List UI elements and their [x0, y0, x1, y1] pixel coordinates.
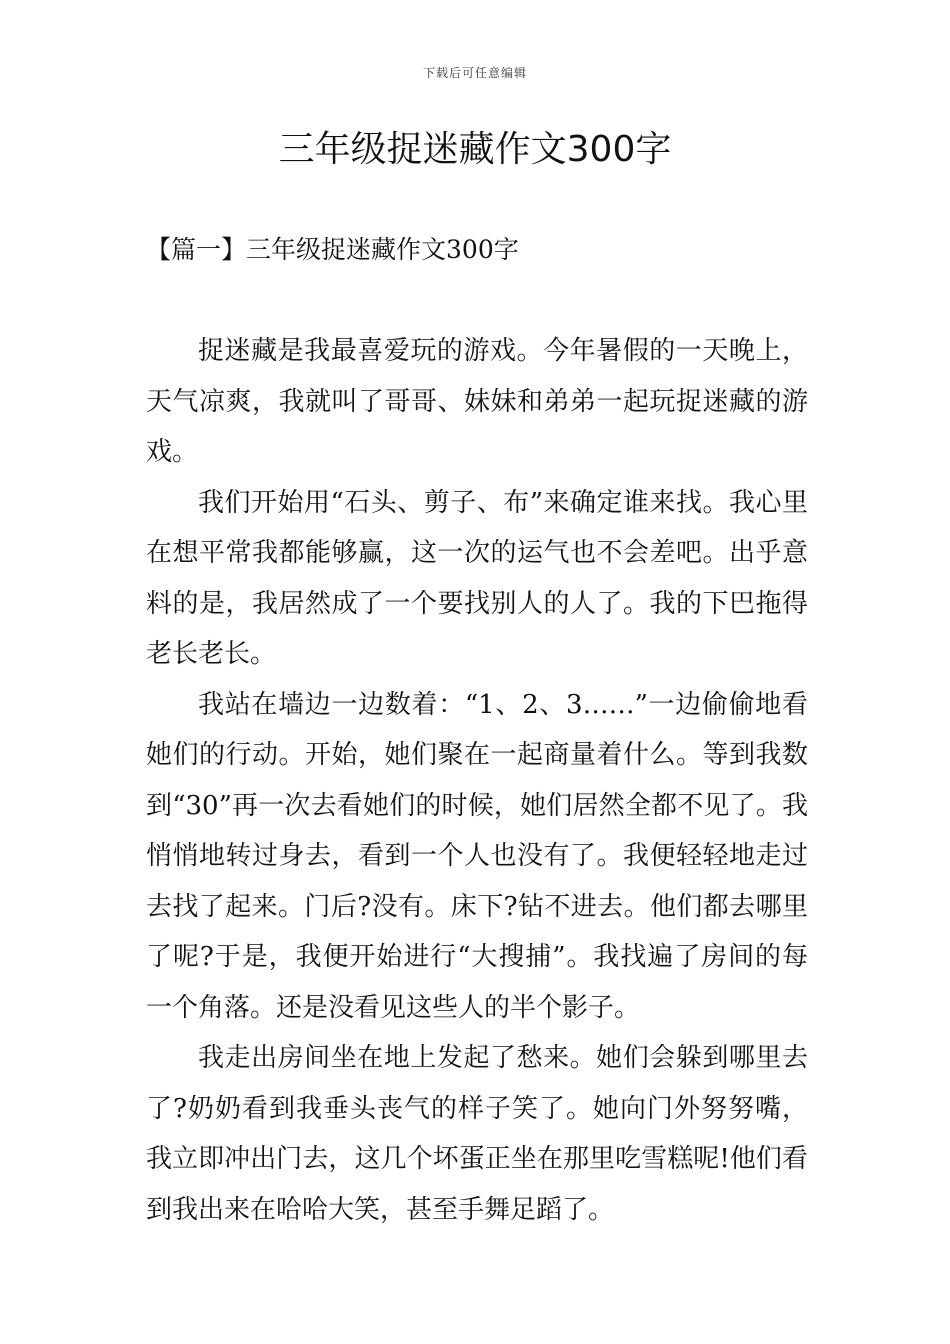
document-title: 三年级捉迷藏作文300字 — [278, 129, 672, 170]
paragraph-1: 捉迷藏是我最喜爱玩的游戏。今年暑假的一天晚上，天气凉爽，我就叫了哥哥、妹妹和弟弟一起玩捉迷藏的游戏。 — [146, 336, 808, 467]
paragraph-3: 我站在墙边一边数着：“1、2、3……”一边偷偷地看她们的行动。开始，她们聚在一起商量着什么。等到我数到“30”再一次去看她们的时候，她们居然全都不见了。我悄悄地转过身去，看到一个人也没有了。我便轻轻地走过去找了起来。门后?没有。床下?钻不进去。他们都去哪里了呢?于是，我便开始进行“大搜捕”。我找遍了房间的每一个角落。还是没看见这些人的半个影子。 — [146, 689, 808, 1023]
paragraph-2: 我们开始用“石头、剪子、布”来确定谁来找。我心里在想平常我都能够赢，这一次的运气也不会差吧。出乎意料的是，我居然成了一个要找别人的人了。我的下巴拖得老长老长。 — [146, 487, 808, 669]
essay-body — [146, 326, 808, 1235]
paragraph-4: 我走出房间坐在地上发起了愁来。她们会躲到哪里去了?奶奶看到我垂头丧气的样子笑了。她向门外努努嘴，我立即冲出门去，这几个坏蛋正坐在那里吃雪糕呢!他们看到我出来在哈哈大笑，甚至手舞足蹈了。 — [146, 1043, 808, 1225]
header-note: 下载后可任意编辑 — [422, 66, 527, 80]
section-heading: 【篇一】三年级捉迷藏作文300字 — [146, 235, 519, 264]
